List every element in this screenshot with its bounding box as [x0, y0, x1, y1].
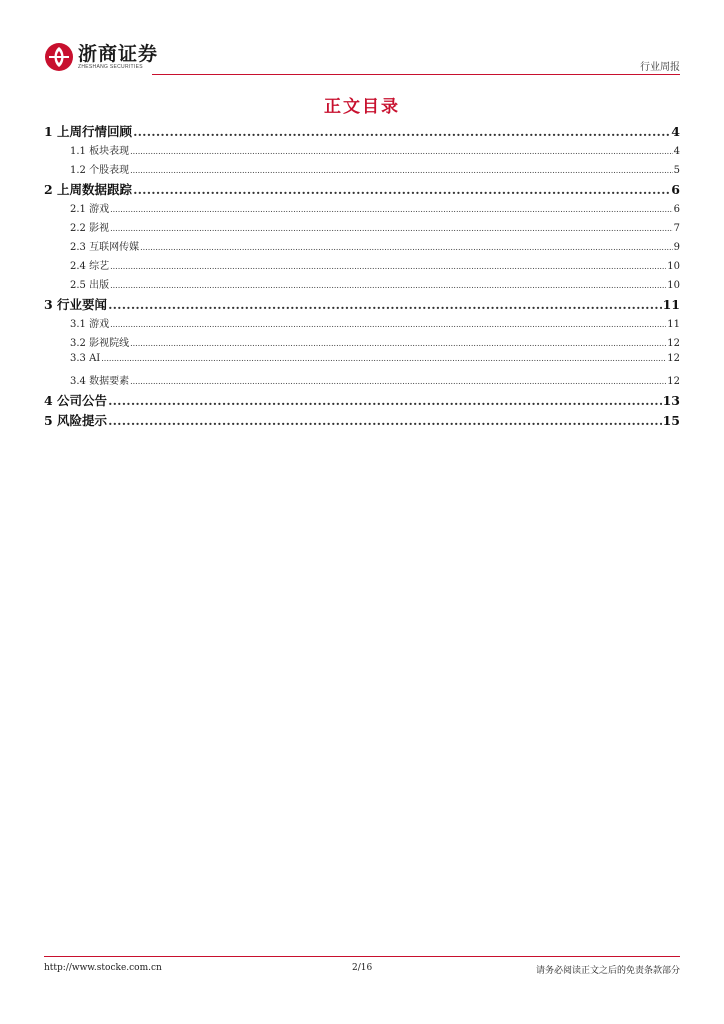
toc-entry-page: 11: [667, 319, 680, 330]
toc-entry-page: 9: [673, 242, 680, 253]
toc-subsection-entry[interactable]: [44, 276, 680, 295]
toc-subsection-entry[interactable]: [44, 315, 680, 334]
toc-entry-label: 2 上周数据跟踪: [44, 182, 133, 197]
toc-entry-page: 4: [673, 146, 680, 157]
toc-subsection-entry[interactable]: [44, 200, 680, 219]
toc-entry-label: 2.5 出版: [70, 280, 110, 291]
toc-entry-label: 5 风险提示: [44, 413, 108, 428]
toc-dot-leader: [133, 182, 670, 197]
toc-section-entry[interactable]: [44, 122, 680, 142]
footer-page-number: 2/16: [352, 963, 373, 973]
toc-dot-leader: [130, 166, 673, 175]
toc-dot-leader: [140, 243, 673, 252]
brand-name-en: ZHESHANG SECURITIES: [78, 63, 143, 70]
toc-entry-page: 6: [671, 182, 680, 197]
toc-entry-label: 3.1 游戏: [70, 319, 110, 330]
toc-entry-page: 12: [667, 376, 680, 387]
toc-dot-leader: [130, 339, 666, 348]
toc-dot-leader: [133, 124, 670, 139]
toc-entry-label: 4 公司公告: [44, 393, 108, 408]
toc-dot-leader: [108, 393, 662, 408]
toc-entry-page: 7: [673, 223, 680, 234]
toc-entry-label: 3 行业要闻: [44, 297, 108, 312]
toc-entry-page: 4: [671, 124, 680, 139]
toc-entry-label: 2.3 互联网传媒: [70, 242, 140, 253]
toc-subsection-entry[interactable]: [44, 238, 680, 257]
table-of-contents: [44, 122, 680, 431]
toc-entry-page: 12: [667, 338, 680, 349]
toc-entry-page: 6: [673, 204, 680, 215]
toc-entry-page: 12: [667, 353, 680, 364]
page-header: [44, 42, 680, 82]
report-type-label: 行业周报: [640, 62, 680, 73]
header-divider: [152, 74, 680, 75]
toc-entry-page: 11: [662, 297, 680, 312]
footer-disclaimer: 请务必阅读正文之后的免责条款部分: [535, 966, 680, 976]
toc-subsection-entry[interactable]: [44, 372, 680, 391]
toc-subsection-entry[interactable]: [44, 161, 680, 180]
footer-website-link[interactable]: http://www.stocke.com.cn: [44, 963, 162, 973]
toc-section-entry[interactable]: [44, 391, 680, 411]
toc-entry-page: 10: [667, 280, 680, 291]
toc-entry-label: 2.2 影视: [70, 223, 110, 234]
toc-dot-leader: [110, 224, 673, 233]
toc-entry-label: 1.1 板块表现: [70, 146, 130, 157]
footer-divider: [44, 956, 680, 957]
toc-subsection-entry[interactable]: [44, 257, 680, 276]
toc-entry-label: 3.3 AI: [70, 353, 101, 364]
toc-subsection-entry[interactable]: [44, 142, 680, 161]
brand-name-cn: 浙商证券: [78, 42, 159, 65]
toc-section-entry[interactable]: [44, 180, 680, 200]
toc-section-entry[interactable]: [44, 295, 680, 315]
toc-dot-leader: [110, 262, 666, 271]
toc-dot-leader: [110, 281, 666, 290]
toc-entry-page: 15: [662, 413, 680, 428]
toc-entry-page: 13: [662, 393, 680, 408]
toc-dot-leader: [130, 377, 666, 386]
toc-entry-label: 2.4 综艺: [70, 261, 110, 272]
toc-entry-page: 5: [673, 165, 680, 176]
toc-entry-label: 3.4 数据要素: [70, 376, 130, 387]
toc-entry-label: 2.1 游戏: [70, 204, 110, 215]
toc-title: 正文目录: [324, 97, 400, 117]
toc-dot-leader: [110, 205, 673, 214]
toc-section-entry[interactable]: [44, 411, 680, 431]
toc-entry-page: 10: [667, 261, 680, 272]
brand-logo: [44, 42, 158, 72]
toc-subsection-entry[interactable]: [44, 334, 680, 353]
toc-dot-leader: [130, 147, 673, 156]
toc-dot-leader: [108, 297, 662, 312]
zheshang-logo-icon: [44, 42, 74, 72]
toc-dot-leader: [101, 354, 666, 363]
toc-entry-label: 3.2 影视院线: [70, 338, 130, 349]
toc-entry-label: 1.2 个股表现: [70, 165, 130, 176]
toc-entry-label: 1 上周行情回顾: [44, 124, 133, 139]
toc-dot-leader: [110, 320, 666, 329]
toc-dot-leader: [108, 413, 662, 428]
toc-subsection-entry[interactable]: [44, 219, 680, 238]
page-footer: [44, 956, 680, 978]
toc-subsection-entry[interactable]: [44, 353, 680, 372]
